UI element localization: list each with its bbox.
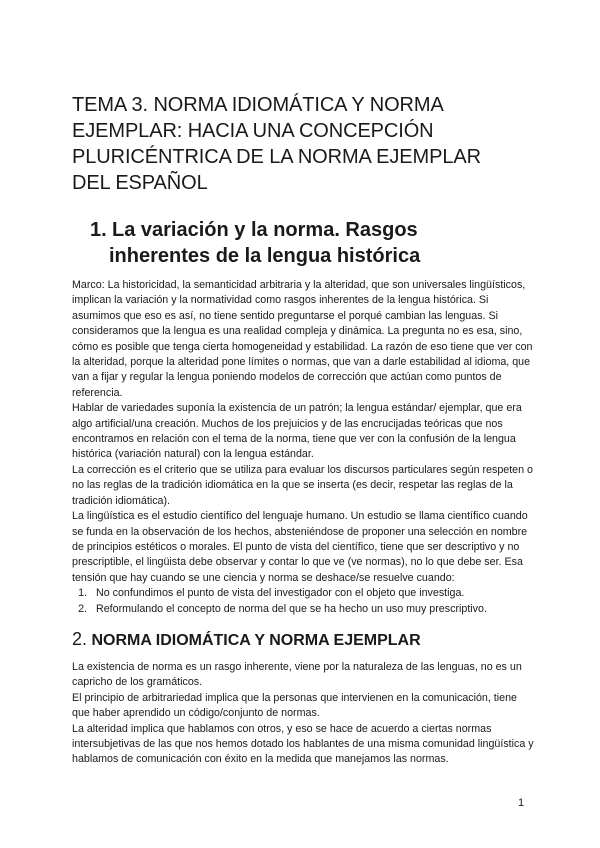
paragraph: Marco: La historicidad, la semanticidad arbitraria y la alteridad, que son universales lingüísticos, implican la variación y la normatividad como rasgos inherentes de la lengua histórica. Si asumimos que eso es así, no tiene sentido preguntarse el porqué cambian las lenguas. Si consideramos que la lengua es una realidad compleja y dinámica. La pregunta no es esa, sino, cómo es posible que tenga cierta homogeneidad y estabilidad. La razón de eso tiene que ver con la alteridad, porque la alteridad pone límites o normas, que van a darle estabilidad al idioma, que van a fijar y regular la lengua poniendo modelos de corrección que actúan como puntos de referencia. — [72, 279, 533, 399]
section-2-heading — [72, 629, 421, 651]
numbered-list — [72, 586, 534, 617]
paragraph: Hablar de variedades suponía la existencia de un patrón; la lengua estándar/ ejemplar, que era algo artificial/una creación. Muchos de los prejuicios y de las encrucijadas teóricas que nos encontramos en relación con el tema de la norma, tiene que ver con la confusión de la lengua histórica (variación natural) con la lengua estándar. — [72, 402, 522, 461]
section-2-body — [72, 660, 534, 768]
section-1-number: 1. — [90, 219, 107, 241]
section-1-heading-line1: La variación y la norma. Rasgos — [112, 219, 418, 241]
paragraph: El principio de arbitrariedad implica que la personas que intervienen en la comunicación, tiene que haber aprendido un código/conjunto de normas. — [72, 691, 517, 720]
title-line: DEL ESPAÑOL — [72, 172, 208, 194]
section-2-heading-text: NORMA IDIOMÁTICA Y NORMA EJEMPLAR — [91, 632, 421, 649]
section-1-body — [72, 278, 534, 617]
page-number: 1 — [518, 797, 525, 809]
document-title — [72, 92, 542, 196]
section-2-number: 2. — [72, 629, 88, 649]
paragraph: La alteridad implica que hablamos con otros, y eso se hace de acuerdo a ciertas normas intersubjetivas de las que nos hemos dotado los hablantes de una misma comunidad lingüística y hablamos de comunicación con éxito en la medida que manejamos las normas. — [72, 722, 534, 766]
paragraph: La lingüística es el estudio científico del lenguaje humano. Un estudio se llama científico cuando se funda en la observación de los hechos, absteniéndose de proponer una selección en nombre de principios estéticos o morales. El punto de vista del científico, tiene que ser descriptivo y no prescriptible, el lingüista debe observar y contar lo que ve (ve normas), no lo que debe ser. Esa tensión que hay cuando se une ciencia y norma se deshace/se resuelve cuando: — [72, 510, 528, 584]
paragraph: La existencia de norma es un rasgo inherente, viene por la naturaleza de las lenguas, no es un capricho de los gramáticos. — [72, 661, 522, 689]
paragraph: La corrección es el criterio que se utiliza para evaluar los discursos particulares según respeten o no las reglas de la tradición idiomática en la que se inserta (es decir, respetar las reglas de la tradición idiomática). — [72, 463, 533, 507]
list-item: 1. No confundimos el punto de vista del investigador con el objeto que investiga. — [90, 586, 534, 601]
section-1-heading-line2: inherentes de la lengua histórica — [109, 245, 421, 267]
title-line: PLURICÉNTRICA DE LA NORMA EJEMPLAR — [72, 146, 481, 168]
title-line: EJEMPLAR: HACIA UNA CONCEPCIÓN — [72, 120, 434, 142]
section-1-heading — [90, 217, 530, 269]
list-item: 2. Reformulando el concepto de norma del que se ha hecho un uso muy prescriptivo. — [90, 602, 534, 617]
title-line: TEMA 3. NORMA IDIOMÁTICA Y NORMA — [72, 94, 444, 116]
